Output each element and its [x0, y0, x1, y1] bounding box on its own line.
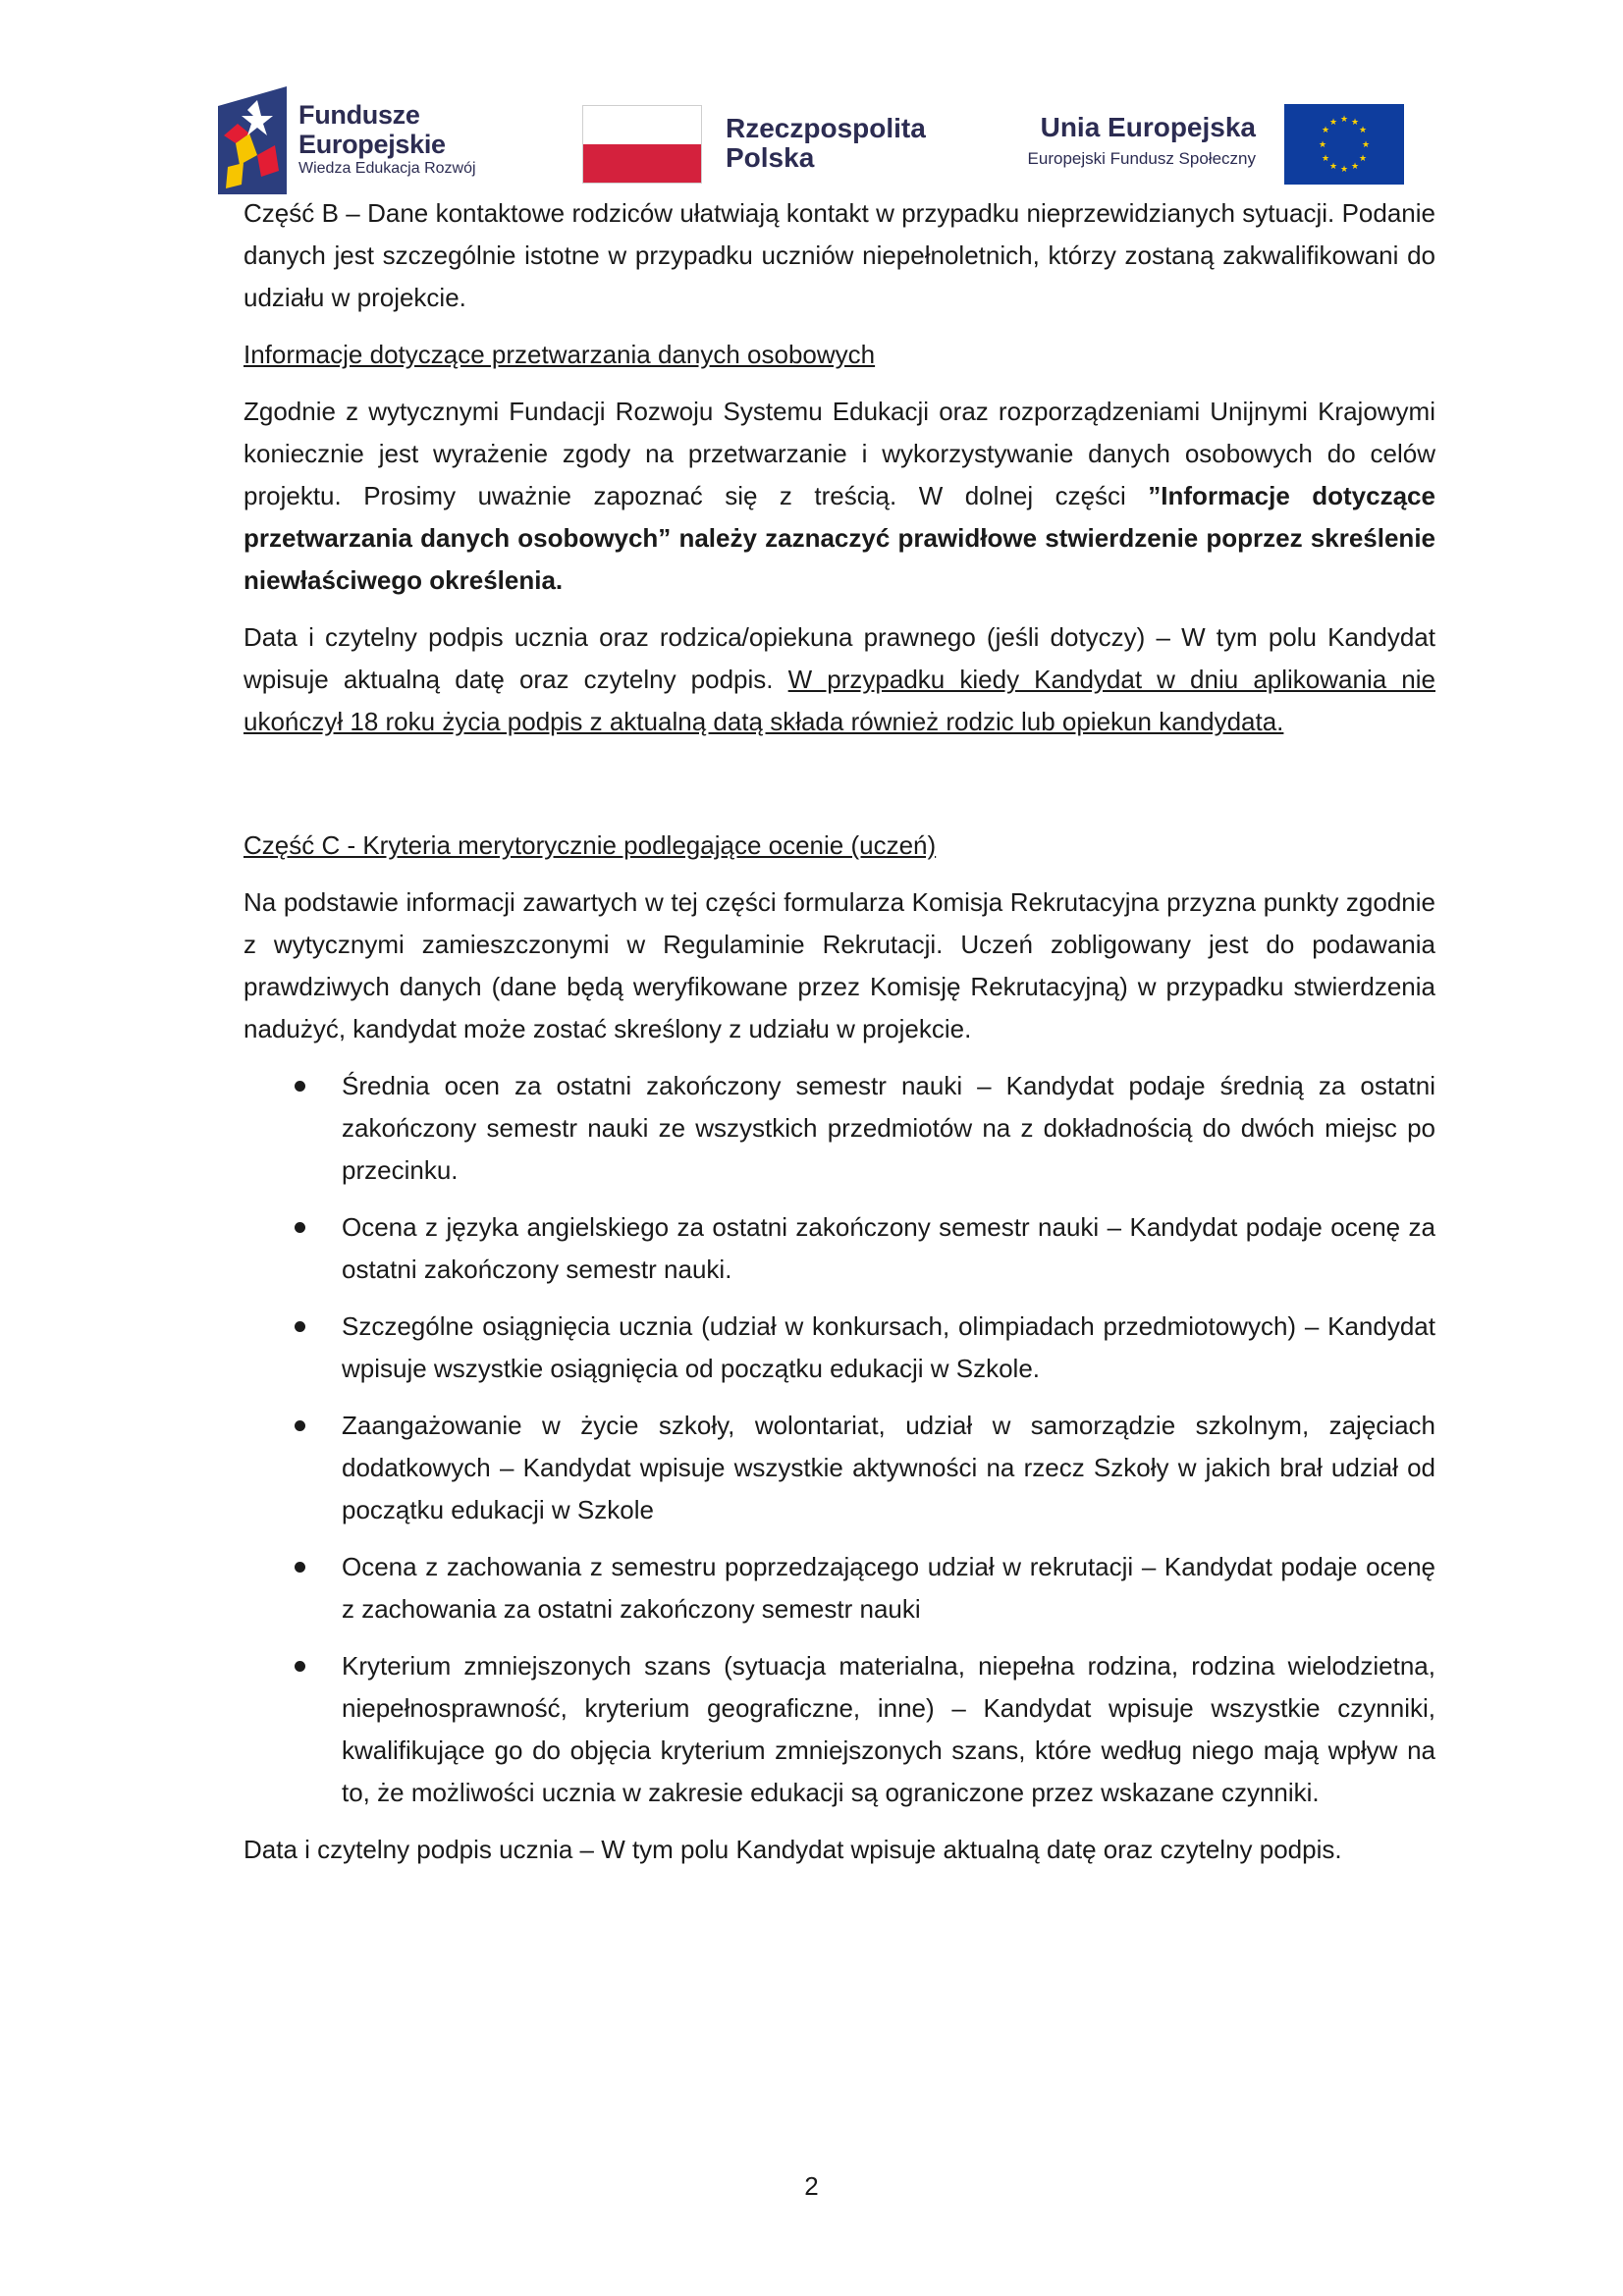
part-b-paragraph: Część B – Dane kontaktowe rodziców ułatwiają kontakt w przypadku nieprzewidzianych sytuacji. Podanie danych jest szczególnie istotne w przypadku uczniów niepełnoletnich, którzy zostaną zakwalifikowani do udziału w projekcie. [243, 198, 1435, 312]
final-paragraph: Data i czytelny podpis ucznia – W tym polu Kandydat wpisuje aktualną datę oraz czytelny podpis. [243, 1835, 1342, 1864]
list-item [243, 1065, 1435, 1192]
criterion-text: Szczególne osiągnięcia ucznia (udział w konkursach, olimpiadach przedmiotowych) – Kandydat wpisuje wszystkie osiągnięcia od początku edukacji w Szkole. [342, 1311, 1435, 1383]
criterion-text: Ocena z zachowania z semestru poprzedzającego udział w rekrutacji – Kandydat podaje ocenę z zachowania za ostatni zakończony semestr nauki [342, 1552, 1435, 1624]
svg-text:★: ★ [1318, 140, 1327, 150]
signature-text: Data i czytelny podpis ucznia oraz rodzica/opiekuna prawnego (jeśli dotyczy) – W tym polu Kandydat wpisuje aktualną datę oraz czytelny podpis. [243, 622, 1435, 694]
part-c-heading: Część C - Kryteria merytorycznie podlegające ocenie (uczeń) [243, 830, 937, 860]
list-item [243, 1206, 1435, 1291]
svg-text:★: ★ [1358, 126, 1368, 135]
fe-title-line2: Europejskie [298, 130, 446, 159]
criterion-text: Kryterium zmniejszonych szans (sytuacja materialna, niepełna rodzina, rodzina wielodzietna, niepełnosprawność, kryterium geograficzne, inne) – Kandydat wpisuje wszystkie czynniki, kwalifikujące go do objęcia kryterium zmniejszonych szans, które według niego mają wpływ na to, że możliwości ucznia w zakresie edukacji są ograniczone przez wskazane czynniki. [342, 1651, 1435, 1807]
fundusze-europejskie-star-icon [218, 86, 289, 194]
svg-text:★: ★ [1358, 154, 1368, 164]
bullet-icon [295, 1420, 305, 1431]
document-body [243, 192, 1435, 1886]
criteria-list [243, 1065, 1435, 1814]
criterion-text: Ocena z języka angielskiego za ostatni zakończony semestr nauki – Kandydat podaje ocenę za ostatni zakończony semestr nauki. [342, 1212, 1435, 1284]
fe-title-line1: Fundusze [298, 100, 420, 130]
svg-text:★: ★ [1328, 118, 1338, 128]
info-heading: Informacje dotyczące przetwarzania danych osobowych [243, 340, 876, 369]
svg-text:★: ★ [1321, 126, 1330, 135]
bullet-icon [295, 1661, 305, 1672]
fundusze-europejskie-logo [218, 86, 513, 194]
svg-text:★: ★ [1350, 162, 1360, 172]
signature-paragraph [243, 616, 1435, 743]
eu-flag-icon [1284, 104, 1404, 185]
svg-text:★: ★ [1350, 118, 1360, 128]
criterion-text: Średnia ocen za ostatni zakończony semestr nauki – Kandydat podaje średnią za ostatni zakończony semestr nauki ze wszystkich przedmiotów na z dokładnością do dwóch miejsc po przecinku. [342, 1071, 1435, 1185]
ue-subtitle: Europejski Fundusz Społeczny [1027, 149, 1256, 168]
info-paragraph [243, 391, 1435, 602]
signature-underlined-text: W przypadku kiedy Kandydat w dniu aplikowania nie ukończył 18 roku życia podpis z aktualną datą składa również rodzic lub opiekun kandydata. [243, 665, 1435, 736]
bullet-icon [295, 1222, 305, 1233]
svg-text:★: ★ [1339, 165, 1349, 175]
ue-title: Unia Europejska [1040, 112, 1256, 142]
info-bold-text: ”Informacje dotyczące przetwarzania danych osobowych” należy zaznaczyć prawidłowe stwierdzenie poprzez skreślenie niewłaściwego określenia. [243, 481, 1435, 595]
list-item [243, 1546, 1435, 1630]
bullet-icon [295, 1321, 305, 1332]
unia-europejska-logo [1001, 104, 1404, 185]
bullet-icon [295, 1562, 305, 1573]
rzeczpospolita-polska-logo [582, 105, 936, 184]
svg-text:★: ★ [1361, 140, 1371, 150]
list-item [243, 1405, 1435, 1531]
svg-text:★: ★ [1321, 154, 1330, 164]
fe-subtitle: Wiedza Edukacja Rozwój [298, 160, 476, 177]
page-number: 2 [804, 2171, 819, 2201]
list-item [243, 1306, 1435, 1390]
polish-flag-icon [582, 105, 702, 184]
svg-text:★: ★ [1328, 162, 1338, 172]
rp-title-line2: Polska [726, 142, 815, 173]
info-text: Zgodnie z wytycznymi Fundacji Rozwoju Systemu Edukacji oraz rozporządzeniami Unijnymi Krajowymi koniecznie jest wyrażenie zgody na przetwarzanie i wykorzystywanie danych osobowych do celów projektu. Prosimy uważnie zapoznać się z treścią. W dolnej części [243, 397, 1435, 510]
svg-text:★: ★ [1339, 115, 1349, 125]
part-c-paragraph: Na podstawie informacji zawartych w tej części formularza Komisja Rekrutacyjna przyzna punkty zgodnie z wytycznymi zamieszczonymi w Regulaminie Rekrutacji. Uczeń zobligowany jest do podawania prawdziwych danych (dane będą weryfikowane przez Komisję Rekrutacyjną) w przypadku stwierdzenia nadużyć, kandydat może zostać skreślony z udziału w projekcie. [243, 887, 1435, 1043]
bullet-icon [295, 1081, 305, 1092]
criterion-text: Zaangażowanie w życie szkoły, wolontariat, udział w samorządzie szkolnym, zajęciach dodatkowych – Kandydat wpisuje wszystkie aktywności na rzecz Szkoły w jakich brał udział od początku edukacji w Szkole [342, 1411, 1435, 1524]
list-item [243, 1645, 1435, 1814]
rp-title-line1: Rzeczpospolita [726, 113, 926, 143]
